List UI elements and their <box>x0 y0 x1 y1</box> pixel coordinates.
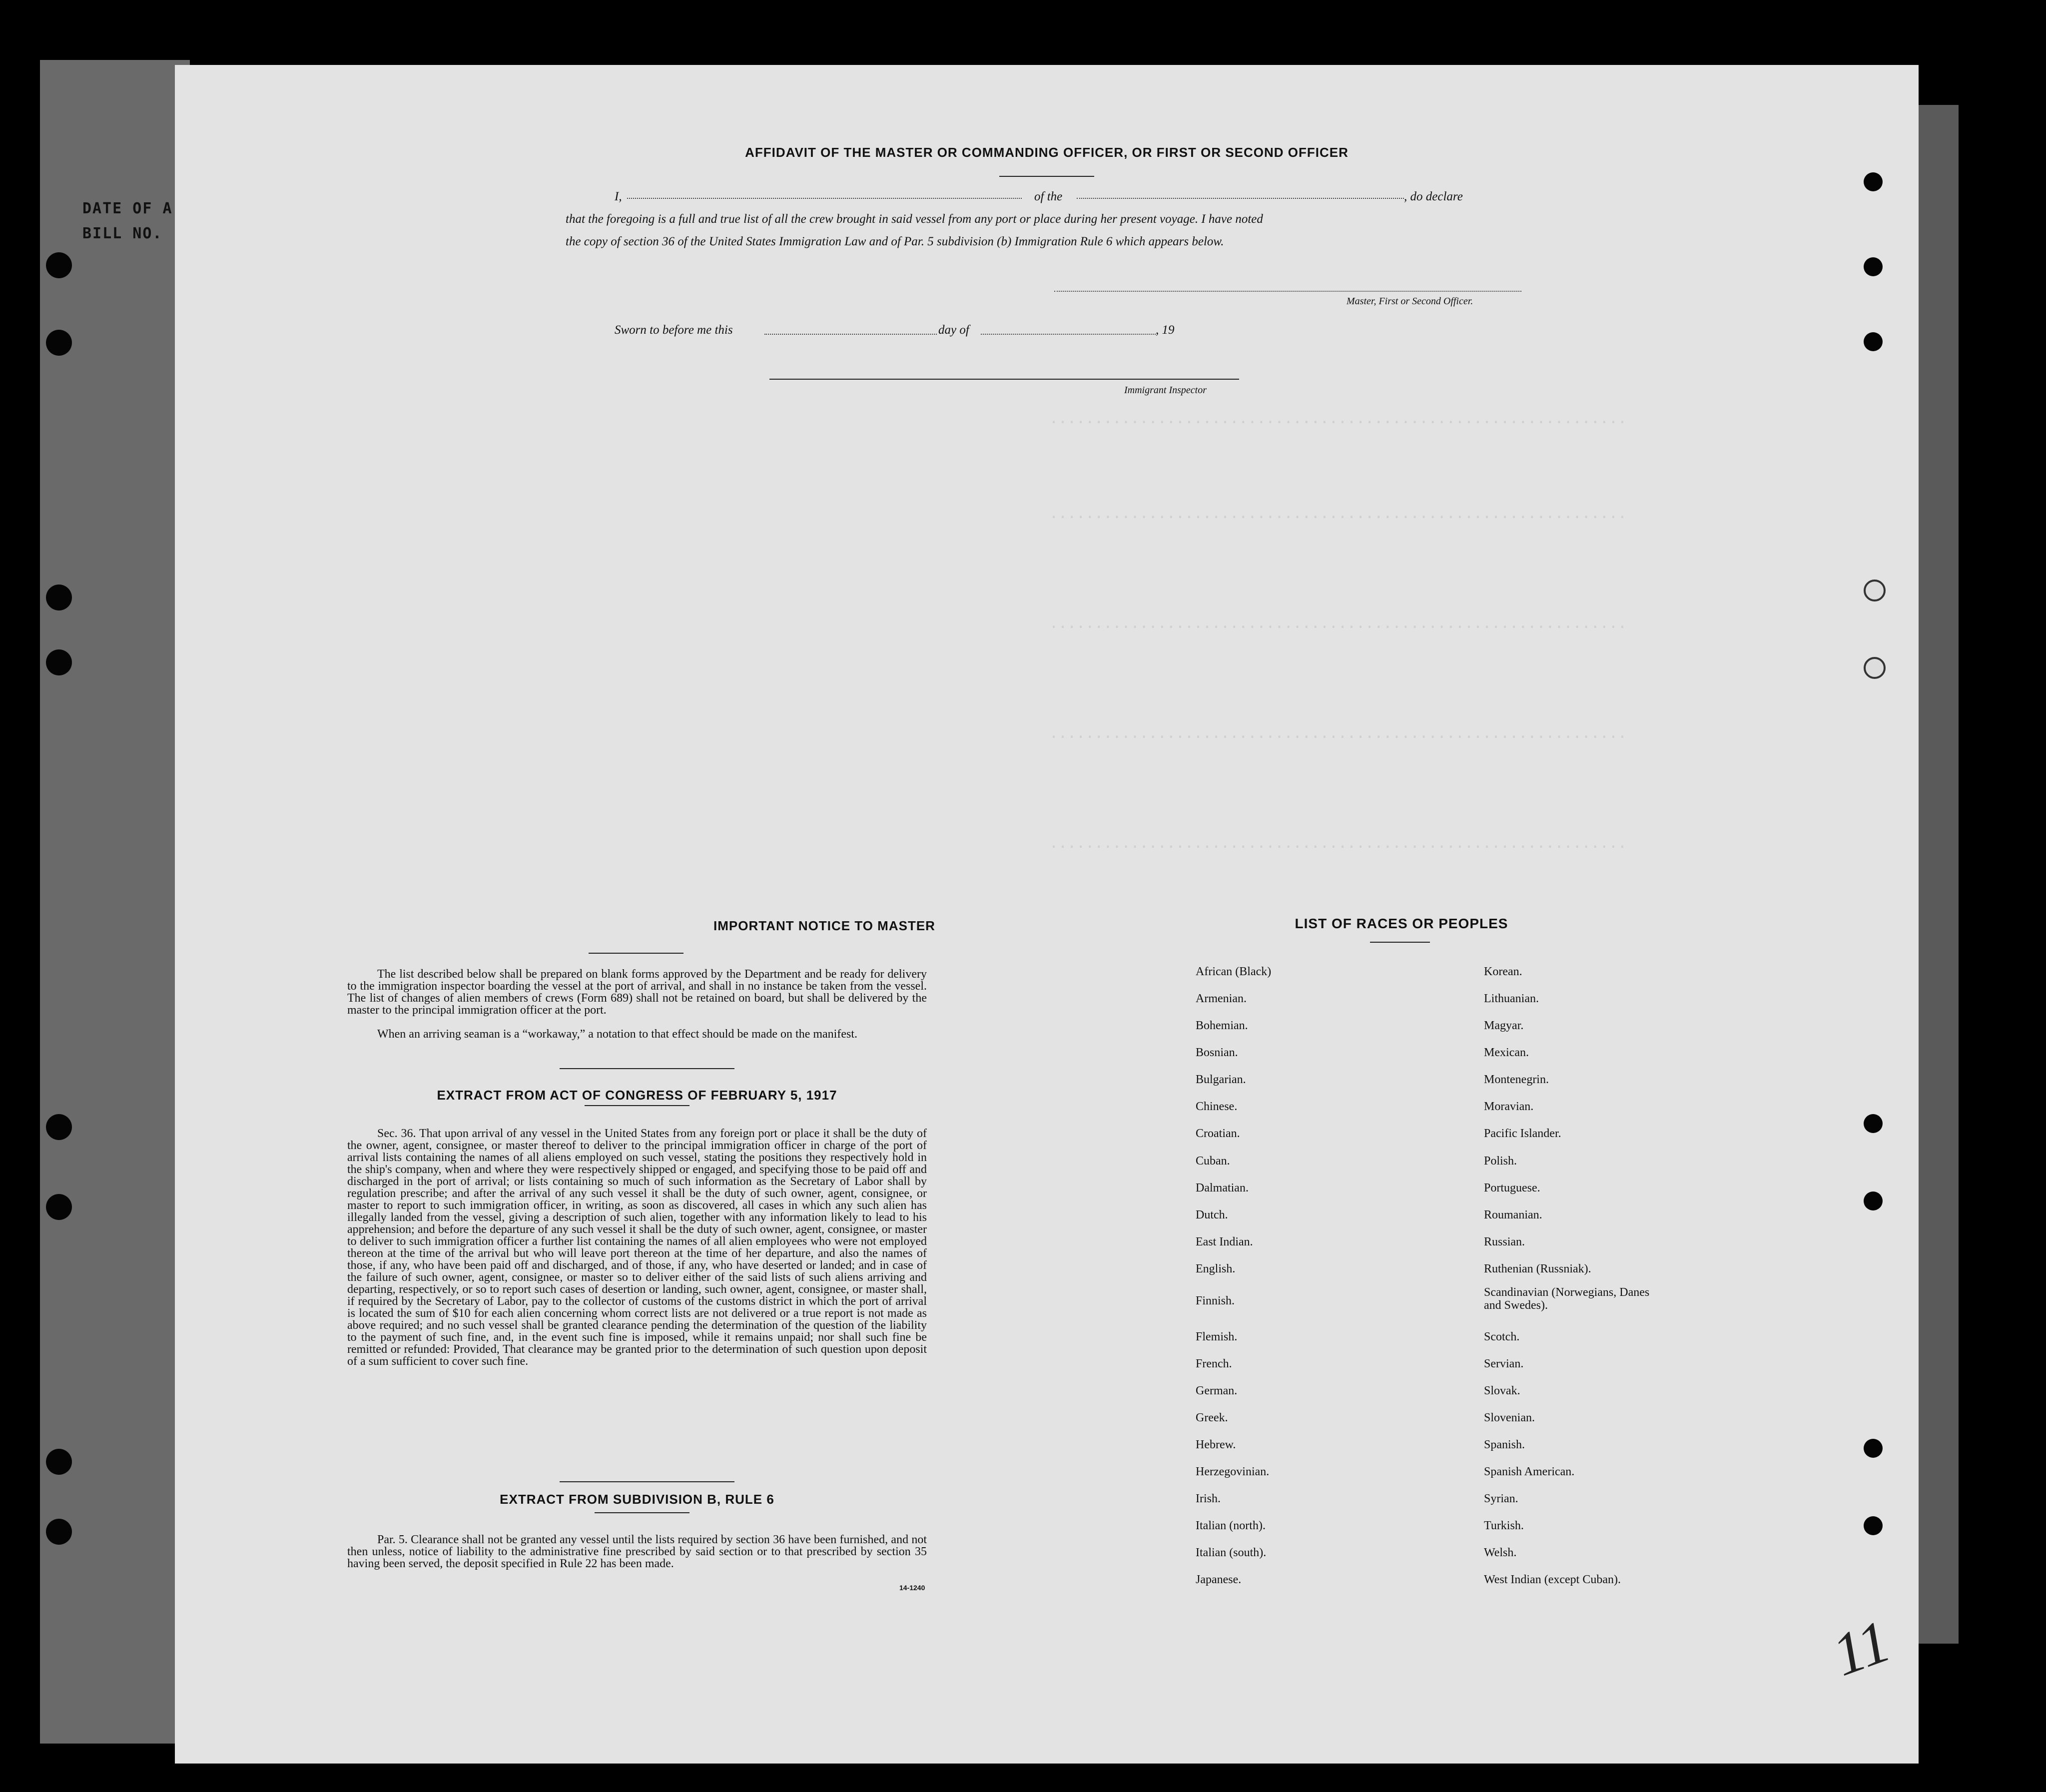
race-item: Slovenian. <box>1484 1411 1535 1424</box>
binder-hole <box>1864 657 1886 679</box>
binder-hole <box>1864 1516 1883 1535</box>
divider <box>585 1105 689 1106</box>
race-item: Scandinavian (Norwegians, Danes and Swedes). <box>1484 1286 1650 1312</box>
sworn-month-field[interactable] <box>981 334 1156 335</box>
divider <box>999 176 1094 177</box>
divider <box>1370 942 1430 943</box>
race-item: Hebrew. <box>1196 1438 1236 1451</box>
binder-hole <box>46 585 72 610</box>
race-item: Ruthenian (Russniak). <box>1484 1262 1591 1275</box>
race-item: Pacific Islander. <box>1484 1127 1561 1140</box>
show-through-text: ................................................................ <box>1049 505 1627 522</box>
binder-hole <box>1864 1439 1883 1458</box>
race-item: Syrian. <box>1484 1492 1518 1505</box>
race-item: Scotch. <box>1484 1330 1520 1343</box>
race-item: Spanish American. <box>1484 1465 1575 1478</box>
race-item: Chinese. <box>1196 1100 1238 1113</box>
affidavit-line-3: the copy of section 36 of the United States Immigration Law and of Par. 5 subdivision (b) Immigration Rule 6 which appears below. <box>566 235 1224 248</box>
binder-hole <box>46 330 72 356</box>
notice-paragraph-1: The list described below shall be prepared on blank forms approved by the Department and be ready for delivery to the immigration inspector boarding the vessel at the port of arrival, and shall in no instance be taken from the vessel. The list of changes of alien members of crews (Form 689) shall not be retained on board, but shall be delivered by the master to the principal immigration officer at the port. <box>347 968 927 1017</box>
binder-hole <box>46 1114 72 1140</box>
race-item: Portuguese. <box>1484 1182 1540 1195</box>
form-number: 14-1240 <box>899 1584 925 1592</box>
binder-hole <box>46 1449 72 1475</box>
affidavit-i-label: I, <box>615 190 622 203</box>
divider <box>595 1512 689 1513</box>
race-item: East Indian. <box>1196 1235 1253 1248</box>
binder-hole <box>1864 172 1883 191</box>
divider <box>560 1068 734 1069</box>
race-item: Bulgarian. <box>1196 1073 1246 1086</box>
races-title: LIST OF RACES OR PEOPLES <box>1295 916 1508 931</box>
name-field[interactable] <box>627 198 1022 199</box>
binder-hole <box>1864 257 1883 276</box>
act-title: EXTRACT FROM ACT OF CONGRESS OF FEBRUARY 5, 1917 <box>437 1088 837 1103</box>
binder-hole <box>46 252 72 278</box>
handwritten-mark: 11 <box>1824 1607 1899 1689</box>
vessel-field[interactable] <box>1077 198 1404 199</box>
divider <box>560 1481 734 1482</box>
act-text: Sec. 36. That upon arrival of any vessel in the United States from any foreign port or place it shall be the duty of the owner, agent, consignee, or master thereof to deliver to the principal immigration officer in charge of the port of arrival lists containing the names of all aliens employed on such vessel, stating the positions they respectively hold in the ship's company, when and where they were respectively shipped or engaged, and specifying those to be paid off and discharged in the port of arrival; or lists containing so much of such information as the Secretary of Labor shall by regulation prescribe; and after the arrival of any such vessel it shall be the duty of such owner, agent, consignee, or master to report to such immigration officer, in writing, as soon as discovered, all cases in which any such alien has illegally landed from the vessel, giving a description of such alien, together with any information likely to lead to his apprehension; and before the departure of any such vessel it shall be the duty of such owner, agent, consignee, or master to deliver to such immigration officer a further list containing the names of all alien employees who were not employed thereon at the time of the arrival but who will leave port thereon at the time of her departure, and also the names of those, if any, who have been paid off and discharged, and of those, if any, who have deserted or landed; and in case of the failure of such owner, agent, consignee, or master so to deliver either of the said lists of such aliens arriving and departing, respectively, or so to report such cases of desertion or landing, such owner, agent, consignee, or master shall, if required by the Secretary of Labor, pay to the collector of customs of the customs district in which the port of arrival is located the sum of $10 for each alien concerning whom correct lists are not delivered or a true report is not made as above required; and no such vessel shall be granted clearance pending the determination of the question of the liability to the payment of such fine, and, in the event such fine is imposed, while it remains unpaid; nor shall such fine be remitted or refunded: Provided, That clearance may be granted prior to the determination of such question upon deposit of a sum sufficient to cover such fine. <box>347 1127 927 1368</box>
race-item: Slovak. <box>1484 1384 1520 1397</box>
sworn-date-field[interactable] <box>764 334 937 335</box>
race-item: Roumanian. <box>1484 1208 1542 1221</box>
race-item: Italian (south). <box>1196 1546 1267 1559</box>
affidavit-declare: , do declare <box>1404 190 1463 203</box>
day-of-label: day of <box>938 323 969 337</box>
race-item: Bohemian. <box>1196 1019 1248 1032</box>
race-item: Dutch. <box>1196 1208 1228 1221</box>
race-item: Bosnian. <box>1196 1046 1238 1059</box>
race-item: West Indian (except Cuban). <box>1484 1573 1621 1586</box>
inspector-signature-line[interactable] <box>769 379 1239 380</box>
race-item: Spanish. <box>1484 1438 1525 1451</box>
rule-title: EXTRACT FROM SUBDIVISION B, RULE 6 <box>500 1492 774 1507</box>
binder-hole <box>46 1519 72 1545</box>
inspector-label: Immigrant Inspector <box>1124 385 1207 396</box>
race-item: English. <box>1196 1262 1236 1275</box>
show-through-text: ................................................................ <box>1049 614 1627 632</box>
race-item: Herzegovinian. <box>1196 1465 1270 1478</box>
race-item: Magyar. <box>1484 1019 1524 1032</box>
binder-hole <box>46 649 72 675</box>
binder-hole <box>1864 1114 1883 1133</box>
race-item: Moravian. <box>1484 1100 1534 1113</box>
race-item: Korean. <box>1484 965 1522 978</box>
master-signature-label: Master, First or Second Officer. <box>1347 296 1473 307</box>
form-page <box>175 65 1919 1764</box>
race-item: German. <box>1196 1384 1238 1397</box>
race-item: Mexican. <box>1484 1046 1529 1059</box>
show-through-text: ................................................................ <box>1049 724 1627 742</box>
race-item: African (Black) <box>1196 965 1272 978</box>
divider <box>589 953 683 954</box>
underlying-sheet-left <box>40 60 190 1744</box>
race-item: Polish. <box>1484 1155 1517 1168</box>
affidavit-of-the: of the <box>1034 190 1063 203</box>
race-item: Cuban. <box>1196 1155 1230 1168</box>
master-signature-field[interactable] <box>1054 291 1521 292</box>
race-item: French. <box>1196 1357 1232 1370</box>
notice-paragraph-2: When an arriving seaman is a “workaway,” a notation to that effect should be made on the manifest. <box>377 1028 857 1041</box>
binder-hole <box>46 1194 72 1220</box>
binder-hole <box>1864 332 1883 351</box>
race-item: Russian. <box>1484 1235 1525 1248</box>
sworn-label: Sworn to before me this <box>615 323 733 337</box>
race-item: Welsh. <box>1484 1546 1517 1559</box>
race-item: Servian. <box>1484 1357 1524 1370</box>
underlying-sheet-text-2: BILL NO. <box>82 225 163 242</box>
race-item: Lithuanian. <box>1484 992 1539 1005</box>
race-item: Irish. <box>1196 1492 1221 1505</box>
affidavit-line-2: that the foregoing is a full and true list of all the crew brought in said vessel from any port or place during her present voyage. I have noted <box>566 212 1263 226</box>
affidavit-title: AFFIDAVIT OF THE MASTER OR COMMANDING OFFICER, OR FIRST OR SECOND OFFICER <box>745 145 1349 160</box>
race-item: Italian (north). <box>1196 1519 1266 1532</box>
race-item: Croatian. <box>1196 1127 1240 1140</box>
race-item: Finnish. <box>1196 1294 1235 1307</box>
race-item: Greek. <box>1196 1411 1228 1424</box>
race-item: Flemish. <box>1196 1330 1238 1343</box>
race-item: Armenian. <box>1196 992 1247 1005</box>
underlying-sheet-text-1: DATE OF A <box>82 200 173 217</box>
race-item: Montenegrin. <box>1484 1073 1549 1086</box>
show-through-text: ................................................................ <box>1049 410 1627 427</box>
year-label: , 19 <box>1156 323 1175 337</box>
rule-text: Par. 5. Clearance shall not be granted any vessel until the lists required by section 36 have been furnished, and not then unless, notice of liability to the administrative fine prescribed by said section or to that prescribed by section 35 having been served, the deposit specified in Rule 22 has been made. <box>347 1533 927 1570</box>
show-through-text: ................................................................ <box>1049 834 1627 852</box>
binder-hole <box>1864 1192 1883 1210</box>
notice-title: IMPORTANT NOTICE TO MASTER <box>713 918 935 933</box>
race-item: Japanese. <box>1196 1573 1242 1586</box>
race-item: Dalmatian. <box>1196 1182 1249 1195</box>
race-item: Turkish. <box>1484 1519 1524 1532</box>
binder-hole <box>1864 580 1886 601</box>
